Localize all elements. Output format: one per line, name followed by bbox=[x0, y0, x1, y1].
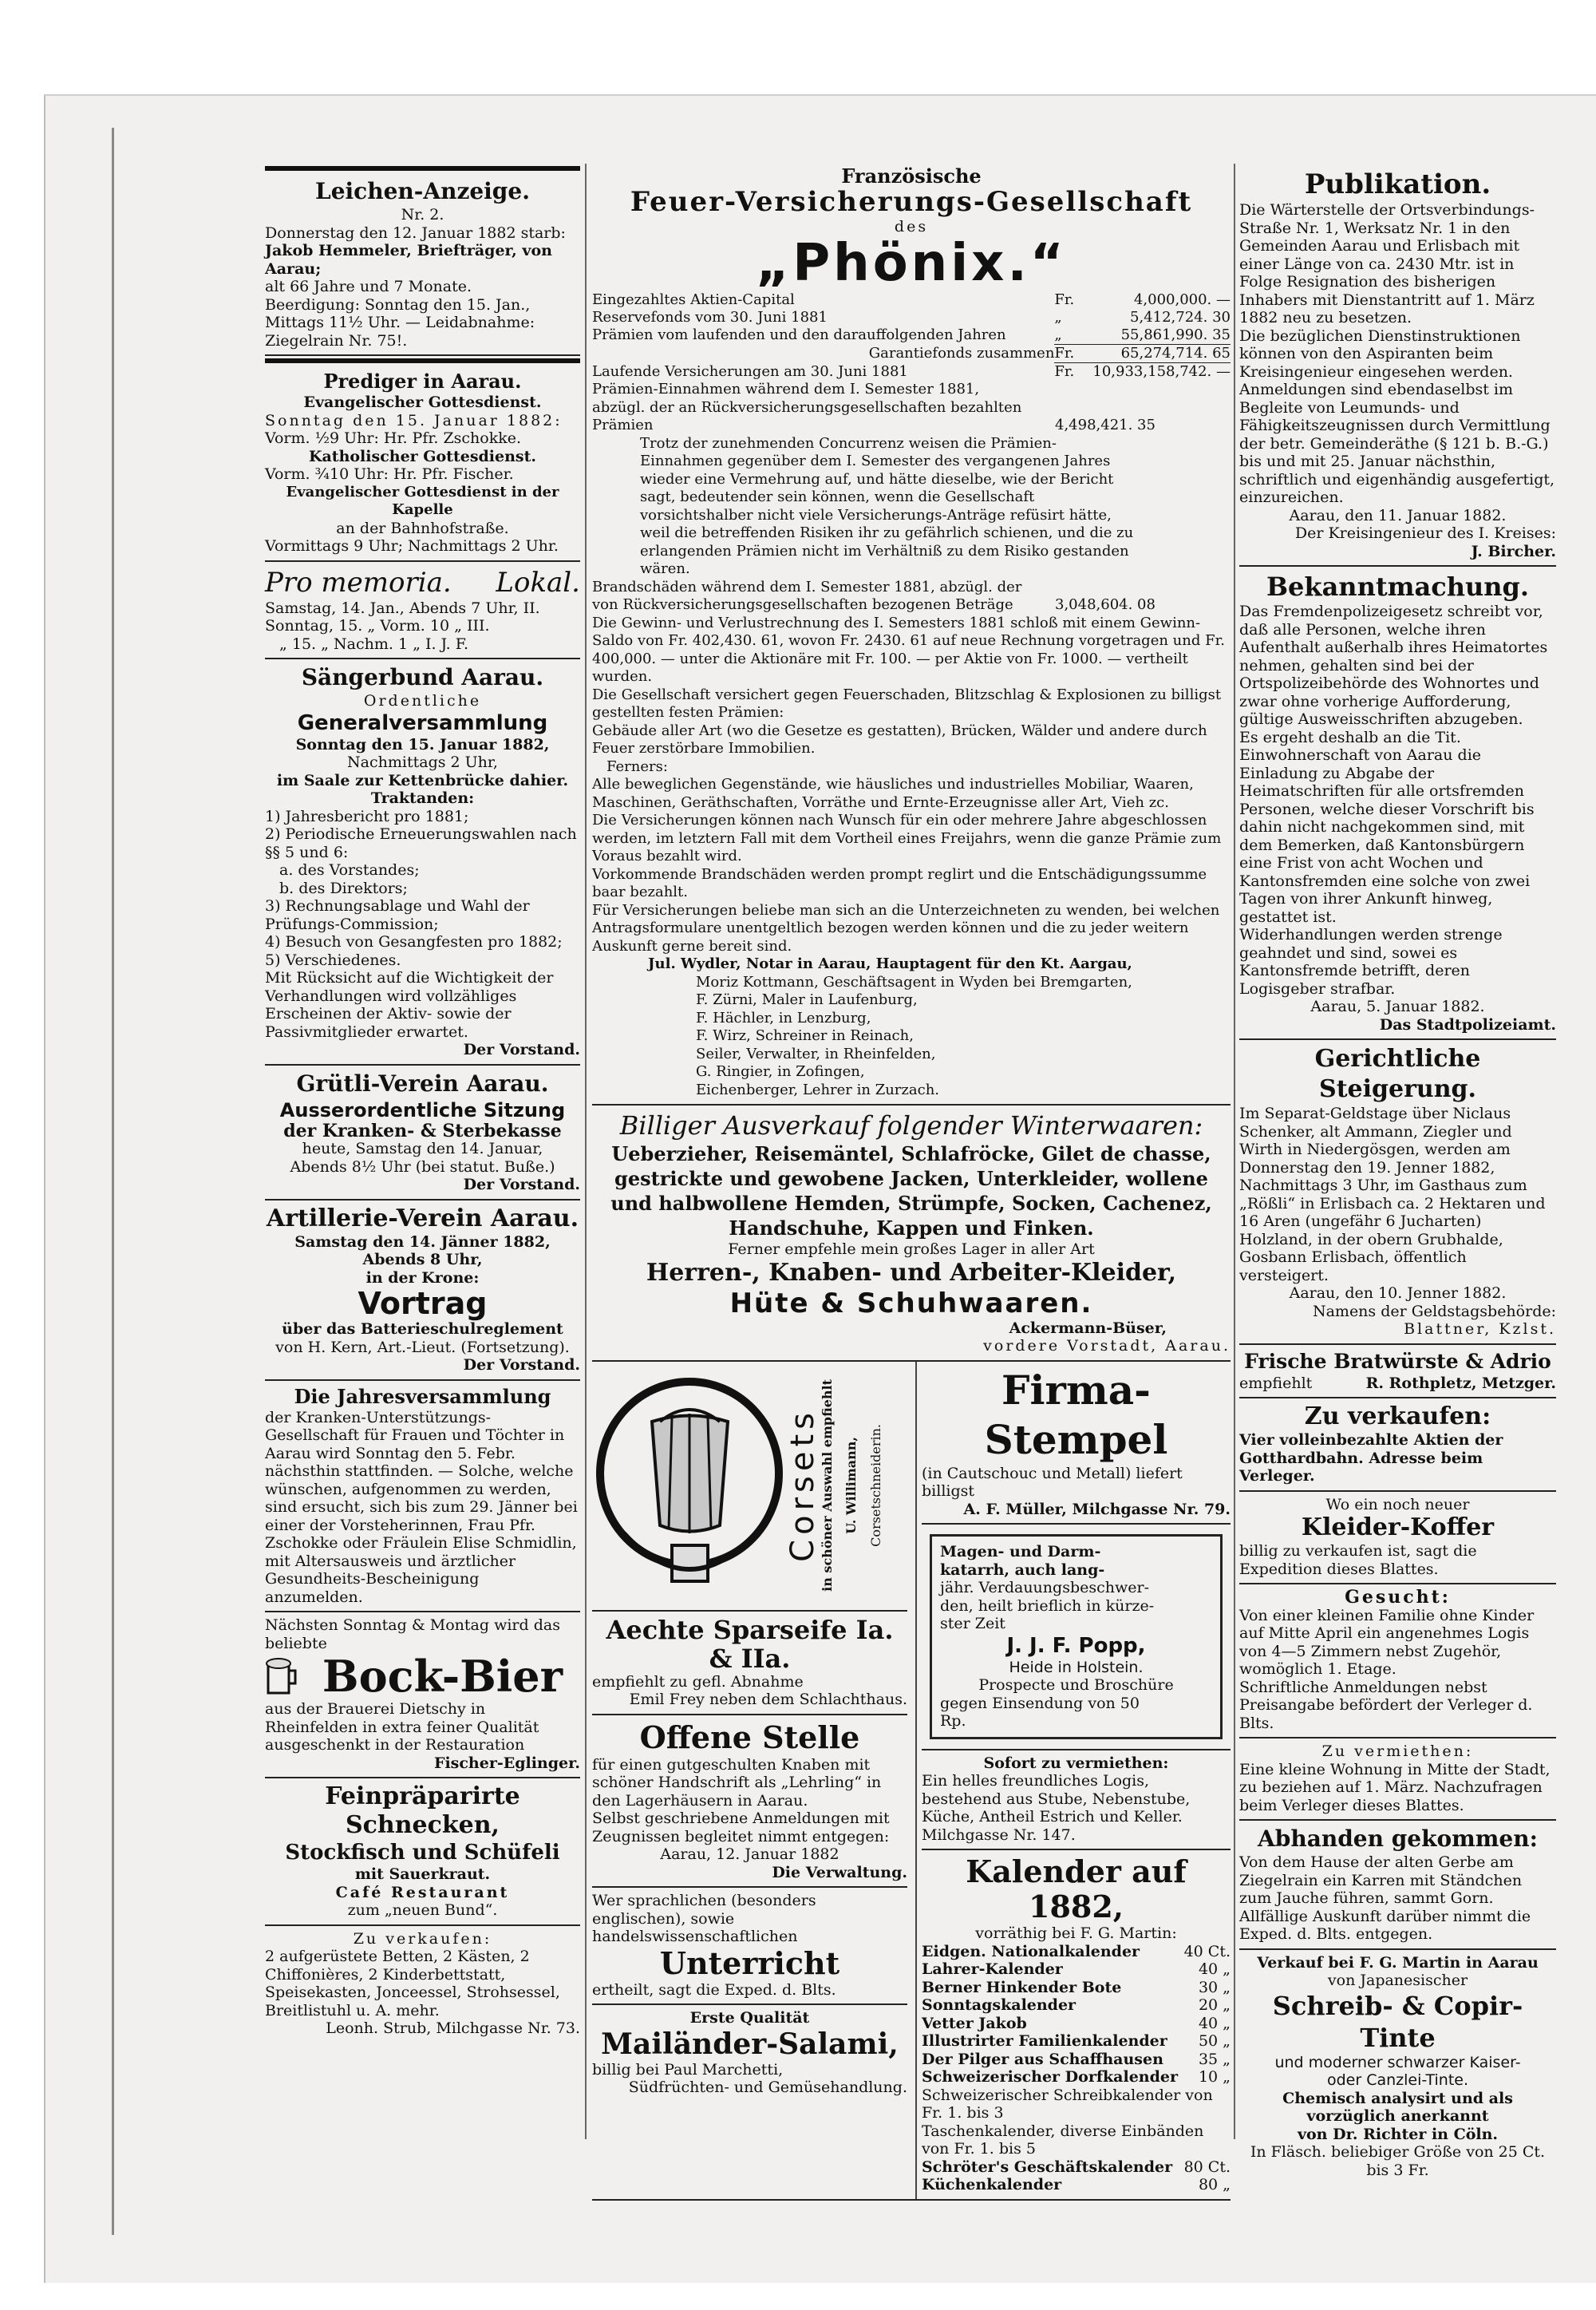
popp-place: Heide in Holstein. bbox=[1009, 1658, 1144, 1676]
popp-box bbox=[930, 1534, 1223, 1739]
kalender-name: Der Pilger aus Schaffhausen bbox=[922, 2050, 1163, 2068]
stempel-line: (in Cautschouc und Metall) liefert billigst bbox=[922, 1464, 1183, 1500]
table-cell: 10,933,158,742. — bbox=[1092, 363, 1231, 380]
seife-headline: Aechte Sparseife Ia. & IIa. bbox=[606, 1614, 894, 1674]
phoenix-capital-table bbox=[592, 291, 1231, 381]
seife-line: empfiehlt zu gefl. Abnahme bbox=[592, 1672, 804, 1691]
verkaufen-text: Vier volleinbezahlte Aktien der Gotthardbahn. Adresse beim Verleger. bbox=[1239, 1431, 1503, 1485]
table-cell: Fr. bbox=[1054, 363, 1075, 380]
prediger-title: Prediger in Aarau. bbox=[323, 370, 522, 393]
kalender-name: Lahrer-Kalender bbox=[922, 1960, 1063, 1978]
koffer-ad bbox=[1239, 1492, 1556, 1585]
traktandum: 4) Besuch von Gesangfesten pro 1882; bbox=[265, 933, 563, 951]
kalender-ad bbox=[922, 1850, 1231, 2199]
column-right bbox=[1239, 164, 1556, 2184]
table-cell: 65,274,714. 65 bbox=[1077, 345, 1231, 363]
seife-ad bbox=[592, 1612, 907, 1715]
steigerung-sign: Namens der Geldstagsbehörde: bbox=[1312, 1302, 1556, 1320]
promemoria-row: Samstag, 14. Jan., Abends 7 Uhr, II. bbox=[265, 599, 540, 617]
kapelle-line: an der Bahnhofstraße. bbox=[336, 519, 509, 537]
koffer-text: billig zu verkaufen ist, sagt die Expedition dieses Blattes. bbox=[1239, 1542, 1477, 1578]
list-item: Schweizerischer Schreibkalender von Fr. 1. bis 3 bbox=[922, 2086, 1213, 2122]
steigerung-title: Gerichtliche Steigerung. bbox=[1314, 1045, 1481, 1103]
corsets-side3: Corsetschneiderin. bbox=[867, 1423, 883, 1547]
bratwurst-right: R. Rothpletz, Metzger. bbox=[1365, 1374, 1556, 1392]
column-left bbox=[265, 164, 580, 2043]
kapelle-heading: Evangelischer Gottesdienst in der Kapelle bbox=[286, 483, 559, 518]
list-item bbox=[922, 1960, 1231, 1979]
ausverkauf-sign: Ackermann-Büser, bbox=[1009, 1319, 1167, 1337]
publikation-ad bbox=[1239, 164, 1556, 567]
saengerbund-time: Nachmittags 2 Uhr, bbox=[347, 754, 498, 771]
prediger-ad bbox=[265, 366, 580, 562]
top-rule bbox=[265, 166, 580, 171]
artillerie-headline: Vortrag bbox=[358, 1286, 488, 1321]
vermiethen-wohnung-ad bbox=[1239, 1738, 1556, 1821]
bratwurst-left: empfiehlt bbox=[1239, 1374, 1313, 1392]
steigerung-sign: Blattner, Kzlst. bbox=[1404, 1320, 1556, 1338]
evang-line: Sonntag den 15. Januar 1882: bbox=[265, 411, 563, 429]
vermiethen-title: Zu vermiethen: bbox=[1321, 1742, 1474, 1760]
mobilien-text: Alle beweglichen Gegenstände, wie häusliches und industrielles Mobiliar, Waaren, Maschinen, Geräthschaften, Vorräthe und Ernte-Erzeugnisse aller Art, Vieh zc. bbox=[592, 776, 1194, 811]
kalender-name: Schweizerischer Dorfkalender bbox=[922, 2068, 1178, 2086]
table-cell: „ bbox=[1054, 309, 1062, 326]
tinte-headline: Schreib- & Copir-Tinte bbox=[1272, 1990, 1523, 2053]
stelle-ad bbox=[592, 1715, 907, 1889]
agenten-intro: Für Versicherungen beliebe man sich an die Unterzeichneten zu wenden, bei welchen Antragsformulare unentgeltlich bezogen werden können und die zu jeder weitern Auskunft gerne bereit sind. bbox=[592, 901, 1220, 955]
table-cell: 5,412,724. 30 bbox=[1130, 309, 1231, 326]
kalender-price: 50 „ bbox=[1198, 2032, 1231, 2050]
middle-right-subcol bbox=[915, 1362, 1231, 2199]
tinte-line: Chemisch analysirt und als vorzüglich anerkannt bbox=[1282, 2089, 1513, 2125]
kapelle-line: Vormittags 9 Uhr; Nachmittags 2 Uhr. bbox=[265, 537, 559, 555]
bockbier-intro: Nächsten Sonntag & Montag wird das beliebte bbox=[265, 1616, 560, 1652]
unterricht-headline: Unterricht bbox=[659, 1944, 840, 1981]
salami-line1: billig bei Paul Marchetti, bbox=[592, 2060, 784, 2079]
table-cell: Prämien vom laufenden und den darauffolgenden Jahren bbox=[592, 326, 1006, 343]
tinte-line: In Fläsch. beliebiger Größe von 25 Ct. bbox=[1250, 2143, 1546, 2161]
vermiethen-title: Sofort zu vermiethen: bbox=[983, 1754, 1169, 1772]
tinte-line: von Dr. Richter in Cöln. bbox=[1297, 2125, 1499, 2143]
corsets-word: Corsets bbox=[784, 1408, 821, 1562]
popp-line: den, heilt brieflich in kürze- bbox=[940, 1596, 1155, 1615]
phoenix-ad bbox=[592, 164, 1231, 1106]
gesucht-text: Von einer kleinen Familie ohne Kinder auf Mitte April ein angenehmes Logis von 4—5 Zimmern nebst Zugehör, womöglich 1. Etage. bbox=[1239, 1606, 1535, 1678]
kalender-price: 10 „ bbox=[1198, 2068, 1231, 2086]
popp-line: gegen Einsendung von 50 bbox=[940, 1694, 1140, 1712]
promemoria-right: Lokal. bbox=[496, 566, 580, 599]
praemien-text: Prämien-Einnahmen während dem I. Semester 1881, abzügl. der an Rückversicherungsgesellschaften bezahlten Prämien bbox=[592, 381, 1022, 433]
stempel-headline: Firma-Stempel bbox=[984, 1366, 1168, 1463]
publikation-text: Die bezüglichen Dienstinstruktionen können von den Aspiranten beim Kreisingenieur eingesehen werden. bbox=[1239, 326, 1521, 381]
table-row bbox=[592, 345, 1231, 363]
jahresvers-title: Die Jahresversammlung bbox=[294, 1384, 551, 1408]
gesucht-text: Schriftliche Anmeldungen nebst Preisangabe befördert der Verleger d. Blts. bbox=[1239, 1678, 1533, 1732]
corsets-side2: U. Willimann, bbox=[843, 1436, 859, 1534]
list-item bbox=[922, 2015, 1231, 2033]
popp-ad bbox=[922, 1525, 1231, 1750]
gruetli-title: Grütli-Verein Aarau. bbox=[296, 1070, 549, 1097]
unterricht-line: ertheilt, sagt die Exped. d. Blts. bbox=[592, 1980, 836, 1999]
bockbier-headline: Bock-Bier bbox=[322, 1651, 563, 1702]
phoenix-name: „Phönix.“ bbox=[756, 234, 1067, 293]
seife-sign: Emil Frey neben dem Schlachthaus. bbox=[629, 1691, 907, 1708]
traktandum: 1) Jahresbericht pro 1881; bbox=[265, 807, 469, 825]
verkaufen-sign: Leonh. Strub, Milchgasse Nr. 73. bbox=[326, 2019, 580, 2037]
phoenix-title: Feuer-Versicherungs-Gesellschaft bbox=[630, 185, 1193, 218]
popp-line: jähr. Verdauungsbeschwer- bbox=[940, 1579, 1149, 1596]
popp-line: ster Zeit bbox=[940, 1615, 1005, 1632]
schnecken-sub: Stockfisch und Schüfeli bbox=[285, 1841, 560, 1865]
stempel-sign: A. F. Müller, Milchgasse Nr. 79. bbox=[963, 1500, 1231, 1518]
list-item bbox=[922, 2158, 1231, 2177]
bratwurst-title: Frische Bratwürste & Adrio bbox=[1244, 1349, 1551, 1373]
phoenix-kicker: Französische bbox=[841, 164, 982, 188]
saengerbund-place: im Saale zur Kettenbrücke dahier. bbox=[276, 771, 569, 789]
table-cell: 4,000,000. — bbox=[1133, 291, 1231, 308]
agent: F. Zürni, Maler in Laufenburg, bbox=[696, 991, 918, 1008]
agent: Seiler, Verwalter, in Rheinfelden, bbox=[696, 1045, 936, 1062]
promemoria-row: „ 15. „ Nachm. 1 „ I. J. F. bbox=[279, 635, 469, 653]
stelle-headline: Offene Stelle bbox=[639, 1719, 860, 1755]
corsets-ad bbox=[592, 1362, 907, 1612]
evang-line: Vorm. ½9 Uhr: Hr. Pfr. Zschokke. bbox=[265, 429, 522, 447]
ausverkauf-headline: Billiger Ausverkauf folgender Winterwaaren: bbox=[619, 1110, 1203, 1141]
leichen-anzeige bbox=[265, 173, 580, 356]
artillerie-date: Samstag den 14. Jänner 1882, bbox=[294, 1232, 551, 1251]
agent: F. Hächler, in Lenzburg, bbox=[696, 1009, 871, 1026]
schnecken-place2: zum „neuen Bund“. bbox=[347, 1901, 498, 1919]
stempel-ad bbox=[922, 1362, 1231, 1525]
versichert-text: Die Gesellschaft versichert gegen Feuerschaden, Blitzschlag & Explosionen zu billigst gestellten festen Prämien: bbox=[592, 686, 1222, 721]
leichen-line: Donnerstag den 12. Januar 1882 starb: bbox=[265, 223, 566, 242]
saengerbund-title: Sängerbund Aarau. bbox=[301, 664, 544, 690]
stelle-text2: Selbst geschriebene Anmeldungen mit Zeugnissen begleitet nimmt entgegen: bbox=[592, 1810, 890, 1845]
ausverkauf-ferner: Ferner empfehle mein großes Lager in aller Art bbox=[728, 1240, 1095, 1258]
schnecken-ad bbox=[265, 1778, 580, 1926]
gruetli-line: heute, Samstag den 14. Januar, bbox=[302, 1140, 543, 1157]
stelle-sign: Die Verwaltung. bbox=[772, 1863, 907, 1881]
tinte-intro2: von Japanesischer bbox=[1327, 1972, 1468, 1989]
kalender-price: 30 „ bbox=[1198, 1978, 1231, 1996]
tinte-line: bis 3 Fr. bbox=[1366, 2161, 1429, 2179]
list-item bbox=[922, 2051, 1231, 2069]
leichen-line: Mittags 11½ Uhr. — Leidabnahme: bbox=[265, 314, 535, 331]
artillerie-title: Artillerie-Verein Aarau. bbox=[266, 1204, 579, 1232]
kath-line: Vorm. ¾10 Uhr: Hr. Pfr. Fischer. bbox=[265, 465, 514, 483]
saengerbund-headline: Generalversammlung bbox=[297, 710, 548, 735]
verkaufen-ad bbox=[265, 1926, 580, 2043]
bratwurst-ad bbox=[1239, 1345, 1556, 1399]
abhanden-ad bbox=[1239, 1821, 1556, 1950]
trotz-text: Trotz der zunehmenden Concurrenz weisen die Prämien-Einnahmen gegenüber dem I. Semester des vergangenen Jahres wieder eine Vermehrung auf, und hätte dieselbe, wie der Bericht sagt, bedeutender sein können, wenn die Gesellschaft vorsichtshalber nicht viele Versicherungs-Anträge refüsirt hätte, weil die betreffenden Risiken ihr zu gefährlich schienen, und die zu erlangenden Prämien nicht im Verhältniß zu dem Risiko gestanden wären. bbox=[640, 434, 1134, 577]
steigerung-date: Aarau, den 10. Jenner 1882. bbox=[1289, 1284, 1507, 1302]
stelle-text: für einen gutgeschulten Knaben mit schöner Handschrift als „Lehrling“ in den Lagerhäusern in Aarau. bbox=[592, 1755, 882, 1810]
gruetli-sub: der Kranken- & Sterbekasse bbox=[283, 1120, 562, 1141]
salami-headline: Mailänder-Salami, bbox=[601, 2027, 899, 2061]
column-middle bbox=[592, 164, 1231, 2201]
bekanntmachung-text: Es ergeht deshalb an die Tit. Einwohnerschaft von Aarau die Einladung zu Abgabe der Heimatschriften für alle ortsfremden Personen, welche dieser Vorschrift bis dahin nicht nachgekommen sind, mit dem Bemerken, daß Kantonsbürgern eine Frist von acht Wochen und Kantonsfremden eine solche von zwei Tagen von ihrer Ankunft hinweg, gestattet ist. bbox=[1239, 728, 1535, 926]
kalender-name: Schröter's Geschäftskalender bbox=[922, 2158, 1173, 2176]
agent: Moriz Kottmann, Geschäftsagent in Wyden bei Bremgarten, bbox=[696, 973, 1132, 991]
tinte-line: oder Canzlei-Tinte. bbox=[1326, 2071, 1469, 2089]
gruetli-headline: Ausserordentliche Sitzung bbox=[279, 1098, 566, 1121]
corset-illustration-icon bbox=[592, 1366, 788, 1605]
koffer-intro: Wo ein noch neuer bbox=[1325, 1495, 1470, 1513]
list-item: Taschenkalender, diverse Einbänden von Fr. 1. bis 5 bbox=[922, 2122, 1204, 2158]
list-item bbox=[922, 1979, 1231, 1997]
verkaufen-text: 2 aufgerüstete Betten, 2 Kästen, 2 Chiffonières, 2 Kinderbettstatt, Speisekasten, Jonceessel, Strohsessel, Breitlistuhl u. A. mehr. bbox=[265, 1948, 560, 2019]
publikation-title: Publikation. bbox=[1304, 168, 1491, 200]
kalender-price: 80 Ct. bbox=[1183, 2158, 1231, 2176]
traktandum: 2) Periodische Erneuerungswahlen nach §§ 5 und 6: bbox=[265, 825, 577, 861]
koffer-title: Kleider-Koffer bbox=[1301, 1513, 1495, 1541]
traktandum: a. des Vorstandes; bbox=[279, 861, 420, 879]
kalender-price: 35 „ bbox=[1198, 2050, 1231, 2068]
bekanntmachung-title: Bekanntmachung. bbox=[1266, 572, 1529, 602]
popp-name: J. J. F. Popp, bbox=[1006, 1633, 1146, 1658]
evang-heading: Evangelischer Gottesdienst. bbox=[303, 394, 542, 411]
list-item bbox=[922, 2068, 1231, 2087]
kalender-name: Sonntagskalender bbox=[922, 1996, 1077, 2014]
bekanntmachung-text: Widerhandlungen werden strenge geahndet und sind, sowei es Kantonsfremde betrifft, deren Logisgeber strafbar. bbox=[1239, 926, 1503, 998]
kalender-price: 40 Ct. bbox=[1183, 1942, 1231, 1960]
kalender-price: 40 „ bbox=[1198, 1960, 1231, 1978]
kalender-name: Berner Hinkender Bote bbox=[922, 1978, 1122, 1996]
bekanntmachung-ad bbox=[1239, 567, 1556, 1040]
kalender-name: Eidgen. Nationalkalender bbox=[922, 1942, 1140, 1960]
vermiethen-text: Eine kleine Wohnung in Mitte der Stadt, zu beziehen auf 1. März. Nachzufragen beim Verleger dieses Blattes. bbox=[1239, 1760, 1551, 1814]
kalender-name: Küchenkalender bbox=[922, 2176, 1062, 2193]
publikation-sign: J. Bircher. bbox=[1471, 542, 1556, 560]
artillerie-ad bbox=[265, 1200, 580, 1381]
abhanden-text: Von dem Hause der alten Gerbe am Ziegelrain ein Karren mit Ständchen zum Jauche führen, sammt Gorn. Allfällige Auskunft darüber nimmt die Exped. d. Blts. entgegen. bbox=[1239, 1853, 1531, 1943]
saengerbund-ad bbox=[265, 659, 580, 1066]
table-cell: Reservefonds vom 30. Juni 1881 bbox=[592, 309, 828, 326]
popp-line: Prospecte und Broschüre bbox=[978, 1676, 1174, 1694]
artillerie-time: Abends 8 Uhr, bbox=[362, 1251, 483, 1268]
publikation-date: Aarau, den 11. Januar 1882. bbox=[1289, 506, 1507, 524]
unterricht-ad bbox=[592, 1888, 907, 2005]
kalender-price: 80 „ bbox=[1198, 2176, 1231, 2193]
table-cell: Laufende Versicherungen am 30. Juni 1881 bbox=[592, 362, 908, 380]
table-row bbox=[592, 291, 1231, 309]
bekanntmachung-text: Das Fremdenpolizeigesetz schreibt vor, daß alle Personen, welche ihren Aufenthalt außerhalb ihres Heimatortes nehmen, gehalten sind bei der Ortspolizeibehörde des Wohnortes und zwar ohne vorherige Aufforderung, gültige Ausweisschriften abzugeben. bbox=[1239, 603, 1548, 728]
artillerie-topic: über das Batterieschulreglement bbox=[282, 1320, 563, 1338]
agent: Jul. Wydler, Notar in Aarau, Hauptagent für den Kt. Aargau, bbox=[648, 955, 1132, 972]
leichen-line: alt 66 Jahre und 7 Monate. bbox=[265, 278, 472, 295]
table-cell: Eingezahltes Aktien-Capital bbox=[592, 291, 795, 308]
kalender-name: Illustrirter Familienkalender bbox=[922, 2032, 1167, 2050]
traktandum: 5) Verschiedenes. bbox=[265, 951, 401, 969]
gebaeude-text: Gebäude aller Art (wo die Gesetze es gestatten), Brücken, Wälder und andere durch Feuer zerstörbare Immobilien. bbox=[592, 722, 1207, 757]
schaden-text: Vorkommende Brandschäden werden prompt reglirt und die Entschädigungssumme baar bezahlt. bbox=[592, 865, 1207, 900]
table-cell: 55,861,990. 35 bbox=[1120, 326, 1231, 343]
steigerung-text: Im Separat-Geldstage über Niclaus Schenker, alt Ammann, Ziegler und Wirth in Niedergösgen, werden am Donnerstag den 19. Jenner 1882, Nachmittags 3 Uhr, im Gasthaus zum „Rößli“ in Erlisbach ca. 2 Hektaren und 16 Aren (ungefähr 6 Jucharten) Holzland, in der obern Grubhalde, Gosbann Erlisbach, öffentlich versteigert. bbox=[1239, 1105, 1546, 1284]
tinte-line: und moderner schwarzer Kaiser- bbox=[1274, 2053, 1521, 2071]
saengerbund-sign: Der Vorstand. bbox=[463, 1041, 580, 1058]
schnecken-place: Café Restaurant bbox=[335, 1883, 510, 1901]
artillerie-speaker: von H. Kern, Art.-Lieut. (Fortsetzung). bbox=[275, 1338, 570, 1356]
artillerie-place: in der Krone: bbox=[365, 1268, 480, 1287]
jahresvers-text: der Kranken-Unterstützungs-Gesellschaft für Frauen und Töchter in Aarau wird Sonntag den 5. Febr. nächsthin stattfinden. — Solche, welche wünschen, aufgenommen zu werden, sind ersucht, sich bis zum 29. Jänner bei einer der Vorsteherinnen, Frau Pfr. Zschokke oder Fräulein Elise Schmidlin, mit Altersausweis und ärztlicher Gesundheits-Bescheinigung anzumelden. bbox=[265, 1408, 578, 1606]
steigerung-ad bbox=[1239, 1040, 1556, 1345]
salami-ad bbox=[592, 2005, 907, 2102]
table-row bbox=[592, 309, 1231, 326]
agent: F. Wirz, Schreiner in Reinach, bbox=[696, 1027, 914, 1044]
popp-line: katarrh, auch lang- bbox=[940, 1560, 1105, 1579]
table-cell: „ bbox=[1054, 326, 1062, 343]
gruetli-ad bbox=[265, 1066, 580, 1200]
list-item bbox=[922, 1943, 1231, 1961]
table-cell: Fr. bbox=[1054, 291, 1075, 308]
bockbier-sign: Fischer-Eglinger. bbox=[433, 1754, 580, 1772]
ausverkauf-herren: Herren-, Knaben- und Arbeiter-Kleider, bbox=[646, 1258, 1177, 1287]
gesucht-ad bbox=[1239, 1584, 1556, 1738]
unterricht-intro: Wer sprachlichen (besonders englischen), sowie handelswissenschaftlichen bbox=[592, 1892, 816, 1945]
artillerie-sign: Der Vorstand. bbox=[463, 1356, 580, 1374]
corsets-side1: in schöner Auswahl empfiehlt bbox=[819, 1378, 835, 1592]
vermiethen-text: Ein helles freundliches Logis, bestehend aus Stube, Nebenstube, Küche, Antheil Estrich und Keller. Milchgasse Nr. 147. bbox=[922, 1772, 1191, 1844]
traktandum: 3) Rechnungsablage und Wahl der Prüfungs-Commission; bbox=[265, 897, 530, 933]
list-item bbox=[922, 2176, 1231, 2194]
salami-line2: Südfrüchten- und Gemüsehandlung. bbox=[628, 2079, 907, 2096]
bockbier-ad bbox=[265, 1612, 580, 1778]
tinte-intro: Verkauf bei F. G. Martin in Aarau bbox=[1257, 1953, 1539, 1972]
kalender-intro: vorräthig bei F. G. Martin: bbox=[975, 1924, 1177, 1942]
leichen-line: Jakob Hemmeler, Briefträger, von Aarau; bbox=[265, 242, 552, 278]
leichen-number: Nr. 2. bbox=[401, 206, 444, 223]
kath-heading: Katholischer Gottesdienst. bbox=[308, 447, 537, 465]
agent: G. Ringier, in Zofingen, bbox=[696, 1063, 865, 1080]
traktanden-title: Traktanden: bbox=[370, 789, 475, 807]
verkaufen-title: Zu verkaufen: bbox=[1304, 1402, 1491, 1430]
brand-text: Brandschäden während dem I. Semester 1881, abzügl. der von Rückversicherungsgesellschaften bezogenen Beträge bbox=[592, 578, 1022, 613]
vermiethen-ad bbox=[922, 1750, 1231, 1851]
schnecken-headline: Feinpräparirte Schnecken, bbox=[325, 1782, 520, 1839]
saengerbund-note: Mit Rücksicht auf die Wichtigkeit der Verhandlungen wird vollzähliges Erscheinen der Aktiv- sowie der Passivmitglieder erwartet. bbox=[265, 969, 554, 1041]
traktandum: b. des Direktors; bbox=[279, 879, 408, 897]
popp-line: Magen- und Darm- bbox=[940, 1543, 1101, 1560]
promemoria-left: Pro memoria. bbox=[265, 566, 452, 599]
bekanntmachung-sign: Das Stadtpolizeiamt. bbox=[1379, 1015, 1556, 1034]
list-item bbox=[922, 1996, 1231, 2015]
column-rule bbox=[1234, 164, 1235, 2139]
jahre-text: Die Versicherungen können nach Wunsch für ein oder mehrere Jahre abgeschlossen werden, im letztern Fall mit dem Vortheil eines Freijahrs, wenn die ganze Prämie zum Voraus bezahlt wird. bbox=[592, 812, 1222, 864]
bekanntmachung-date: Aarau, 5. Januar 1882. bbox=[1310, 998, 1485, 1015]
publikation-text: Die Wärterstelle der Ortsverbindungs-Straße Nr. 1, Werksatz Nr. 1 in den Gemeinden Aarau und Erlisbach mit einer Länge von ca. 2430 Mtr. ist in Folge Resignation des bisherigen Inhabers mit Dienstantritt auf 1. März 1882 neu zu besetzen. bbox=[1239, 201, 1535, 326]
agent: Eichenberger, Lehrer in Zurzach. bbox=[696, 1081, 940, 1098]
saengerbund-kicker: Ordentliche bbox=[363, 692, 482, 710]
ferner-text: Ferners: bbox=[606, 757, 668, 775]
leichen-line: Ziegelrain Nr. 75!. bbox=[265, 331, 408, 350]
column-rule bbox=[585, 164, 587, 2139]
leichen-title: Leichen-Anzeige. bbox=[315, 178, 530, 204]
agent-list bbox=[592, 955, 1231, 1099]
schnecken-with: mit Sauerkraut. bbox=[354, 1865, 491, 1883]
saengerbund-date: Sonntag den 15. Januar 1882, bbox=[295, 735, 550, 754]
salami-kicker: Erste Qualität bbox=[689, 2009, 810, 2027]
stelle-date: Aarau, 12. Januar 1882 bbox=[660, 1845, 839, 1863]
gewinn-text: Die Gewinn- und Verlustrechnung des I. Semesters 1881 schloß mit einem Gewinn-Saldo von Fr. 402,430. 61, wovon Fr. 2430. 61 auf neue Rechnung vorgetragen und Fr. 400,000. — unter die Aktionäre mit Fr. 100. — per Aktie von Fr. 1000. — vertheilt wurden. bbox=[592, 614, 1225, 685]
middle-left-subcol bbox=[592, 1362, 907, 2199]
verkaufen-title: Zu verkaufen: bbox=[353, 1929, 492, 1948]
ausverkauf-huete: Hüte & Schuhwaaren. bbox=[729, 1287, 1093, 1319]
thick-rule bbox=[265, 358, 580, 363]
praemien-value: 4,498,421. 35 bbox=[1055, 417, 1156, 433]
phoenix-des: des bbox=[894, 217, 929, 235]
kalender-headline: Kalender auf 1882, bbox=[966, 1853, 1187, 1924]
abhanden-title: Abhanden gekommen: bbox=[1258, 1825, 1538, 1852]
list-item bbox=[922, 2032, 1231, 2051]
leichen-line: Beerdigung: Sonntag den 15. Jan., bbox=[265, 295, 531, 314]
gruetli-line: Abends 8½ Uhr (bei statut. Buße.) bbox=[290, 1157, 555, 1176]
kalender-price: 40 „ bbox=[1198, 2014, 1231, 2032]
jahresvers-ad bbox=[265, 1381, 580, 1613]
gruetli-sign: Der Vorstand. bbox=[463, 1176, 580, 1193]
table-cell: Fr. bbox=[1054, 345, 1077, 363]
gesucht-title: Gesucht: bbox=[1345, 1587, 1451, 1608]
kalender-name: Vetter Jakob bbox=[922, 2014, 1027, 2032]
promemoria-ad bbox=[265, 562, 580, 660]
popp-line: Rp. bbox=[940, 1712, 966, 1730]
table-cell: Garantiefonds zusammen bbox=[868, 344, 1055, 362]
table-row bbox=[592, 363, 1231, 382]
verkaufen-aktien-ad bbox=[1239, 1398, 1556, 1492]
ausverkauf-addr: vordere Vorstadt, Aarau. bbox=[983, 1337, 1231, 1355]
tinte-ad bbox=[1239, 1950, 1556, 2185]
brand-value: 3,048,604. 08 bbox=[1055, 596, 1156, 613]
publikation-text: Anmeldungen sind ebendaselbst im Begleite von Leumunds- und Fähigkeitszeugnissen durch Vermittlung der betr. Gemeinderäthe (§ 121 b. B.-G.) bis und mit 25. Januar nächsthin, schriftlich und eigenhändig ausgefertigt, einzureichen. bbox=[1239, 381, 1555, 506]
publikation-sign: Der Kreisingenieur des I. Kreises: bbox=[1294, 524, 1556, 542]
ausverkauf-ad bbox=[592, 1106, 1231, 1362]
table-row bbox=[592, 326, 1231, 345]
kalender-price: 20 „ bbox=[1198, 1996, 1231, 2014]
bockbier-text: aus der Brauerei Dietschy in Rheinfelden in extra feiner Qualität ausgeschenkt in der Restauration bbox=[265, 1700, 539, 1754]
ausverkauf-items: Ueberzieher, Reisemäntel, Schlafröcke, Gilet de chasse, gestrickte und gewobene Jacken, Unterkleider, wollene und halbwollene Hemden, Strümpfe, Socken, Cachenez, Handschuhe, Kappen und Finken. bbox=[610, 1142, 1212, 1240]
promemoria-row: Sonntag, 15. „ Vorm. 10 „ III. bbox=[265, 617, 490, 635]
beer-mug-icon bbox=[265, 1656, 300, 1696]
